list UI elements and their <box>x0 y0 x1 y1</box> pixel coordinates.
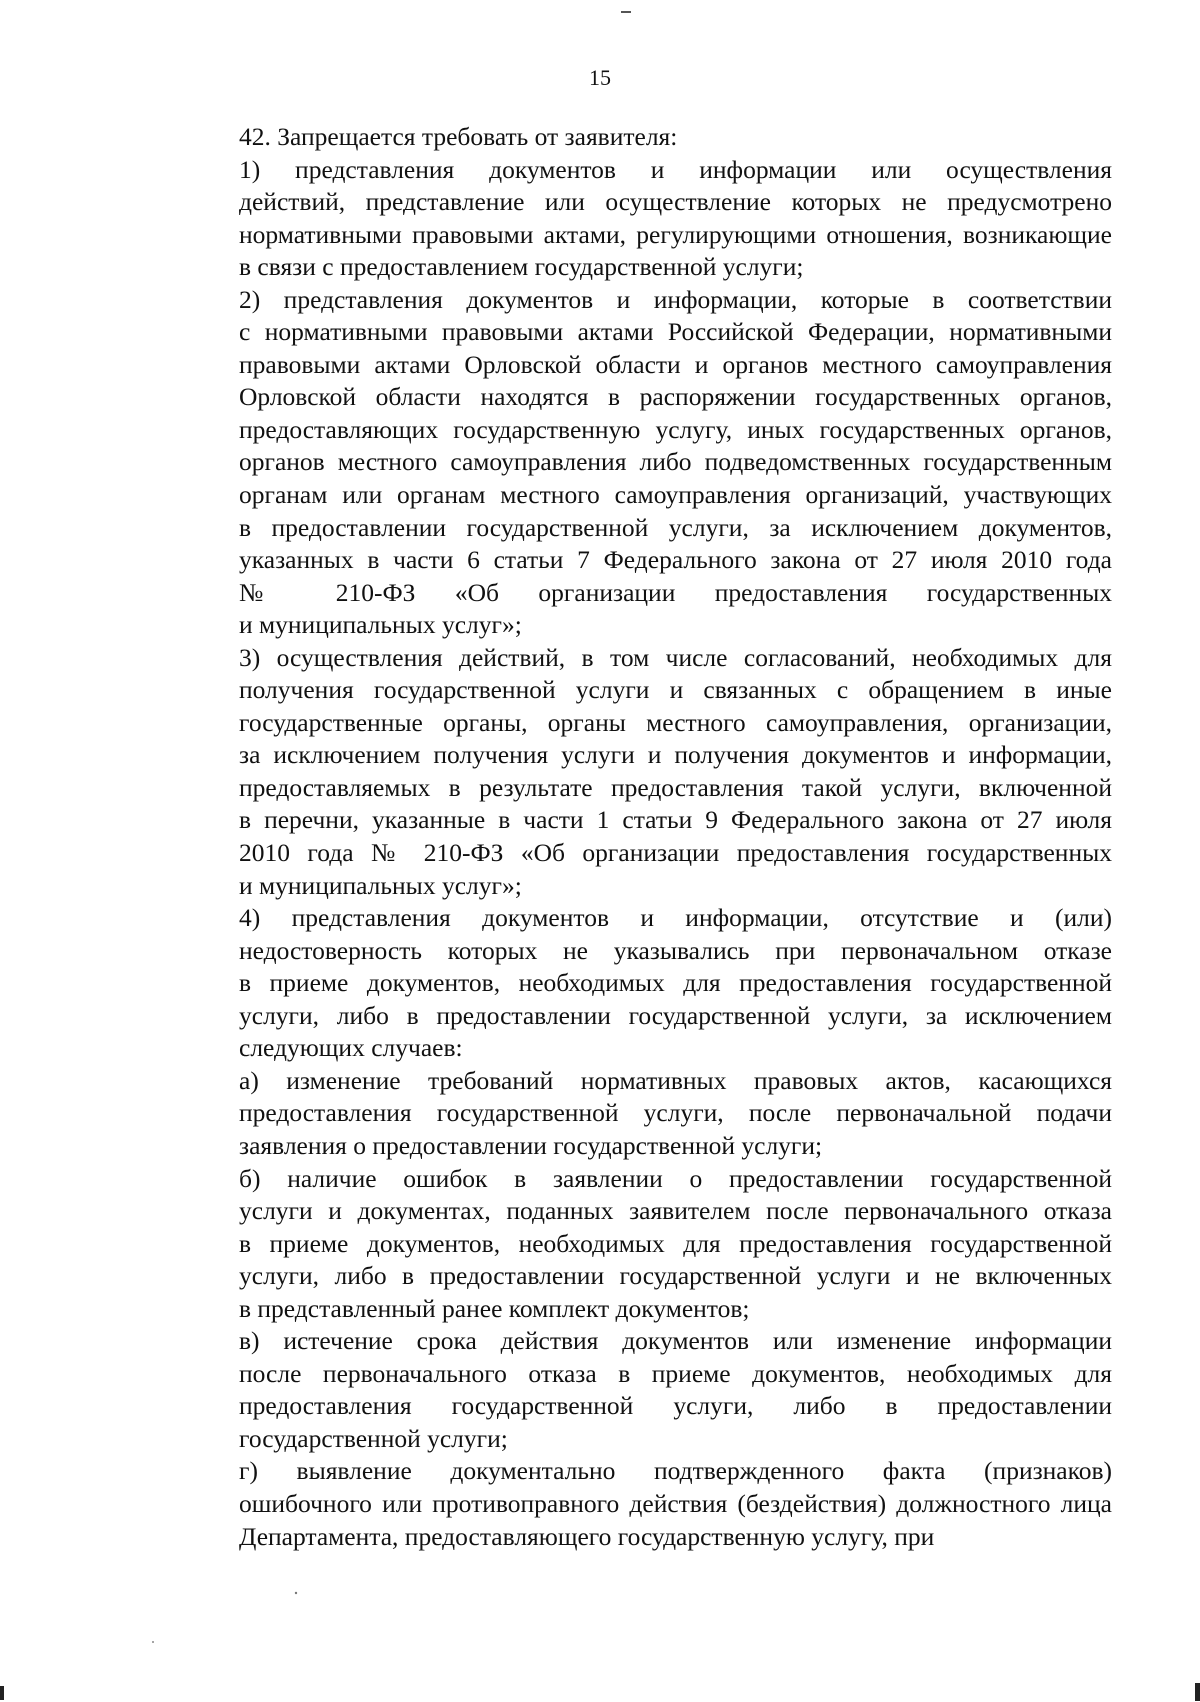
text-line: государственной услуги; <box>239 1423 508 1453</box>
text-line: после первоначального отказа в приеме документов, необходимых для <box>239 1358 1112 1388</box>
text-line: в приеме документов, необходимых для предоставления государственной <box>239 968 1112 998</box>
text-line: 42. Запрещается требовать от заявителя: <box>239 122 678 151</box>
text-line: 1) представления документов и информации или осуществления <box>239 154 1112 184</box>
text-line: предоставляемых в результате предоставления такой услуги, включенной <box>239 772 1112 802</box>
text-line: нормативными правовыми актами, регулирующими отношения, возникающие <box>239 219 1112 249</box>
text-line: действий, представление или осуществление которых не предусмотрено <box>239 187 1112 217</box>
text-line: в приеме документов, необходимых для предоставления государственной <box>239 1228 1112 1258</box>
text-line: за исключением получения услуги и получения документов и информации, <box>239 740 1112 770</box>
text-line: услуги, либо в предоставлении государственной услуги, за исключением <box>239 1000 1112 1030</box>
text-line: г) выявление документально подтвержденного факта (признаков) <box>239 1456 1112 1486</box>
text-line: 2) представления документов и информации, которые в соответствии <box>239 284 1112 314</box>
paragraph-p42 <box>169 121 1112 154</box>
text-line: заявления о предоставлении государственной услуги; <box>239 1130 823 1160</box>
text-line: в предоставлении государственной услуги, за исключением документов, <box>239 512 1112 542</box>
text-line: 4) представления документов и информации, отсутствие и (или) <box>239 903 1112 933</box>
text-line: 2010 года № 210-ФЗ «Об организации предоставления государственных <box>239 838 1112 868</box>
text-line: получения государственной услуги и связанных с обращением в иные <box>239 675 1112 705</box>
paragraph-pv <box>169 1325 1112 1455</box>
scan-speck <box>0 1686 4 1700</box>
text-line: и муниципальных услуг»; <box>239 610 522 640</box>
document-body <box>169 121 1112 1553</box>
text-line: предоставляющих государственную услугу, иных государственных органов, <box>239 414 1112 444</box>
paragraph-pb <box>169 1163 1112 1326</box>
text-line: а) изменение требований нормативных правовых актов, касающихся <box>239 1065 1112 1095</box>
text-line: недостоверность которых не указывались при первоначальном отказе <box>239 935 1112 965</box>
text-line: Департамента, предоставляющего государственную услугу, при <box>239 1521 935 1551</box>
text-line: предоставления государственной услуги, либо в предоставлении <box>239 1391 1112 1421</box>
text-line: в представленный ранее комплект документов; <box>239 1293 750 1323</box>
paragraph-pa <box>169 1065 1112 1163</box>
text-line: и муниципальных услуг»; <box>239 870 522 900</box>
text-line: ошибочного или противоправного действия (бездействия) должностного лица <box>239 1488 1112 1518</box>
text-line: указанных в части 6 статьи 7 Федерального закона от 27 июля 2010 года <box>239 545 1112 575</box>
text-line: государственные органы, органы местного самоуправления, организации, <box>239 707 1112 737</box>
text-line: б) наличие ошибок в заявлении о предоставлении государственной <box>239 1163 1112 1193</box>
text-line: органов местного самоуправления либо подведомственных государственным <box>239 447 1112 477</box>
text-line: в связи с предоставлением государственной услуги; <box>239 252 804 282</box>
text-line: правовыми актами Орловской области и органов местного самоуправления <box>239 349 1112 379</box>
text-line: в перечни, указанные в части 1 статьи 9 Федерального закона от 27 июля <box>239 805 1112 835</box>
text-line: в) истечение срока действия документов или изменение информации <box>239 1326 1112 1356</box>
scan-speck <box>621 11 631 13</box>
page-number: 15 <box>589 65 611 90</box>
text-line: услуги, либо в предоставлении государственной услуги и не включенных <box>239 1261 1112 1291</box>
paragraph-p4 <box>169 902 1112 1065</box>
text-line: предоставления государственной услуги, после первоначальной подачи <box>239 1098 1112 1128</box>
text-line: органам или органам местного самоуправления организаций, участвующих <box>239 480 1112 510</box>
scan-speck <box>1195 1683 1200 1701</box>
scan-speck <box>295 1592 297 1594</box>
paragraph-p2 <box>169 284 1112 642</box>
paragraph-p1 <box>169 154 1112 284</box>
text-line: следующих случаев: <box>239 1033 463 1063</box>
text-line: Орловской области находятся в распоряжении государственных органов, <box>239 382 1112 412</box>
scan-speck <box>152 1641 154 1643</box>
text-line: 3) осуществления действий, в том числе согласований, необходимых для <box>239 642 1112 672</box>
text-line: с нормативными правовыми актами Российской Федерации, нормативными <box>239 317 1112 347</box>
paragraph-pg <box>169 1455 1112 1553</box>
text-line: услуги и документах, поданных заявителем после первоначального отказа <box>239 1196 1112 1226</box>
paragraph-p3 <box>169 642 1112 902</box>
text-line: № 210-ФЗ «Об организации предоставления государственных <box>239 577 1112 607</box>
